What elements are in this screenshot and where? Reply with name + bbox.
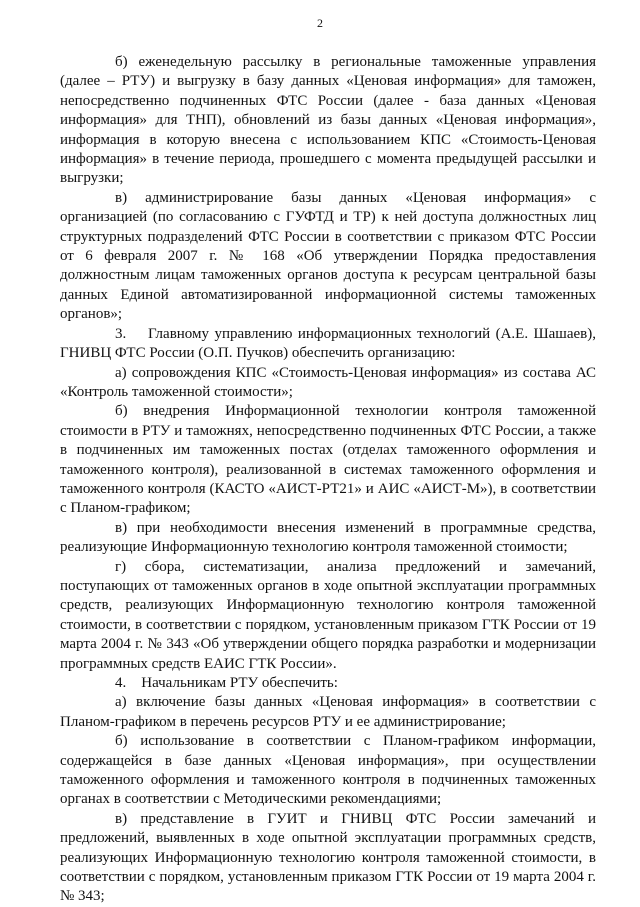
document-body <box>60 53 596 907</box>
paragraph-3a-support: а) сопровождения КПС «Стоимость-Ценовая информация» из состава АС «Контроль таможенной стоимости»; <box>60 364 596 400</box>
paragraph-3-it-department: 3. Главному управлению информационных технологий (А.Е. Шашаев), ГНИВЦ ФТС России (О.П. Пучков) обеспечить организацию: <box>60 325 596 362</box>
paragraph-4a-inclusion: а) включение базы данных «Ценовая информация» в соответствии с Планом-графиком в перечень ресурсов РТУ и ее администрирование; <box>60 694 596 730</box>
paragraph-2b-weekly-distribution: б) еженедельную рассылку в региональные таможенные управления (далее – РТУ) и выгрузку в базу данных «Ценовая информация» для таможен, непосредственно подчиненных ФТС России (далее - база данных «Ценовая информация» для ТНП), обновлений из базы данных «Ценовая информация», информация в которую внесена с использованием КПС «Стоимость-Ценовая информация» в течение периода, прошедшего с момента предыдущей рассылки и выгрузки; <box>60 54 596 187</box>
paragraph-3g-collection: г) сбора, систематизации, анализа предложений и замечаний, поступающих от таможенных органов в ходе опытной эксплуатации программных средств, реализующих Информационную технологию контроля таможенной стоимости, в соответствии с порядком, установленным приказом ГТК России от 19 марта 2004 г. № 343 «Об утверждении общего порядка разработки и модернизации программных средств ЕАИС ГТК России». <box>60 558 596 672</box>
page-number: 2 <box>317 16 323 30</box>
paragraph-3v-changes: в) при необходимости внесения изменений в программные средства, реализующие Информационную технологию контроля таможенной стоимости; <box>60 519 596 556</box>
paragraph-2v-database-administration: в) администрирование базы данных «Ценовая информация» с организацией (по согласованию с ГУФТД и ТР) к ней доступа должностных лиц структурных подразделений ФТС России в соответствии с приказом ФТС России от 6 февраля 2007 г. № 168 «Об утверждении Порядка предоставления должностным лицам таможенных органов доступа к ресурсам центральной базы данных Единой автоматизированной информационной системы таможенных органов»; <box>60 189 596 323</box>
paragraph-3b-implementation: б) внедрения Информационной технологии контроля таможенной стоимости в РТУ и таможнях, непосредственно подчиненных ФТС России, а также в подчиненных им таможенных постах (отделах таможенного оформления и таможенного контроля), реализованной в системах таможенного оформления и таможенного контроля (КАСТО «АИСТ-РТ21» и АИС «АИСТ-М»), в соответствии с Планом-графиком; <box>60 403 596 517</box>
paragraph-4v-submission: в) представление в ГУИТ и ГНИВЦ ФТС России замечаний и предложений, выявленных в ходе опытной эксплуатации программных средств, реализующих Информационную технологию контроля таможенной стоимости, в соответствии с порядком, установленным приказом ГТК России от 19 марта 2004 г. № 343; <box>60 810 596 905</box>
paragraph-4-rtu-heads: 4. Начальникам РТУ обеспечить: <box>115 675 338 691</box>
paragraph-4b-usage: б) использование в соответствии с Планом-графиком информации, содержащейся в базе данных «Ценовая информация», при осуществлении таможенного оформления и таможенного контроля в подчиненных таможенных органах в соответствии с Методическими рекомендациями; <box>60 733 596 808</box>
